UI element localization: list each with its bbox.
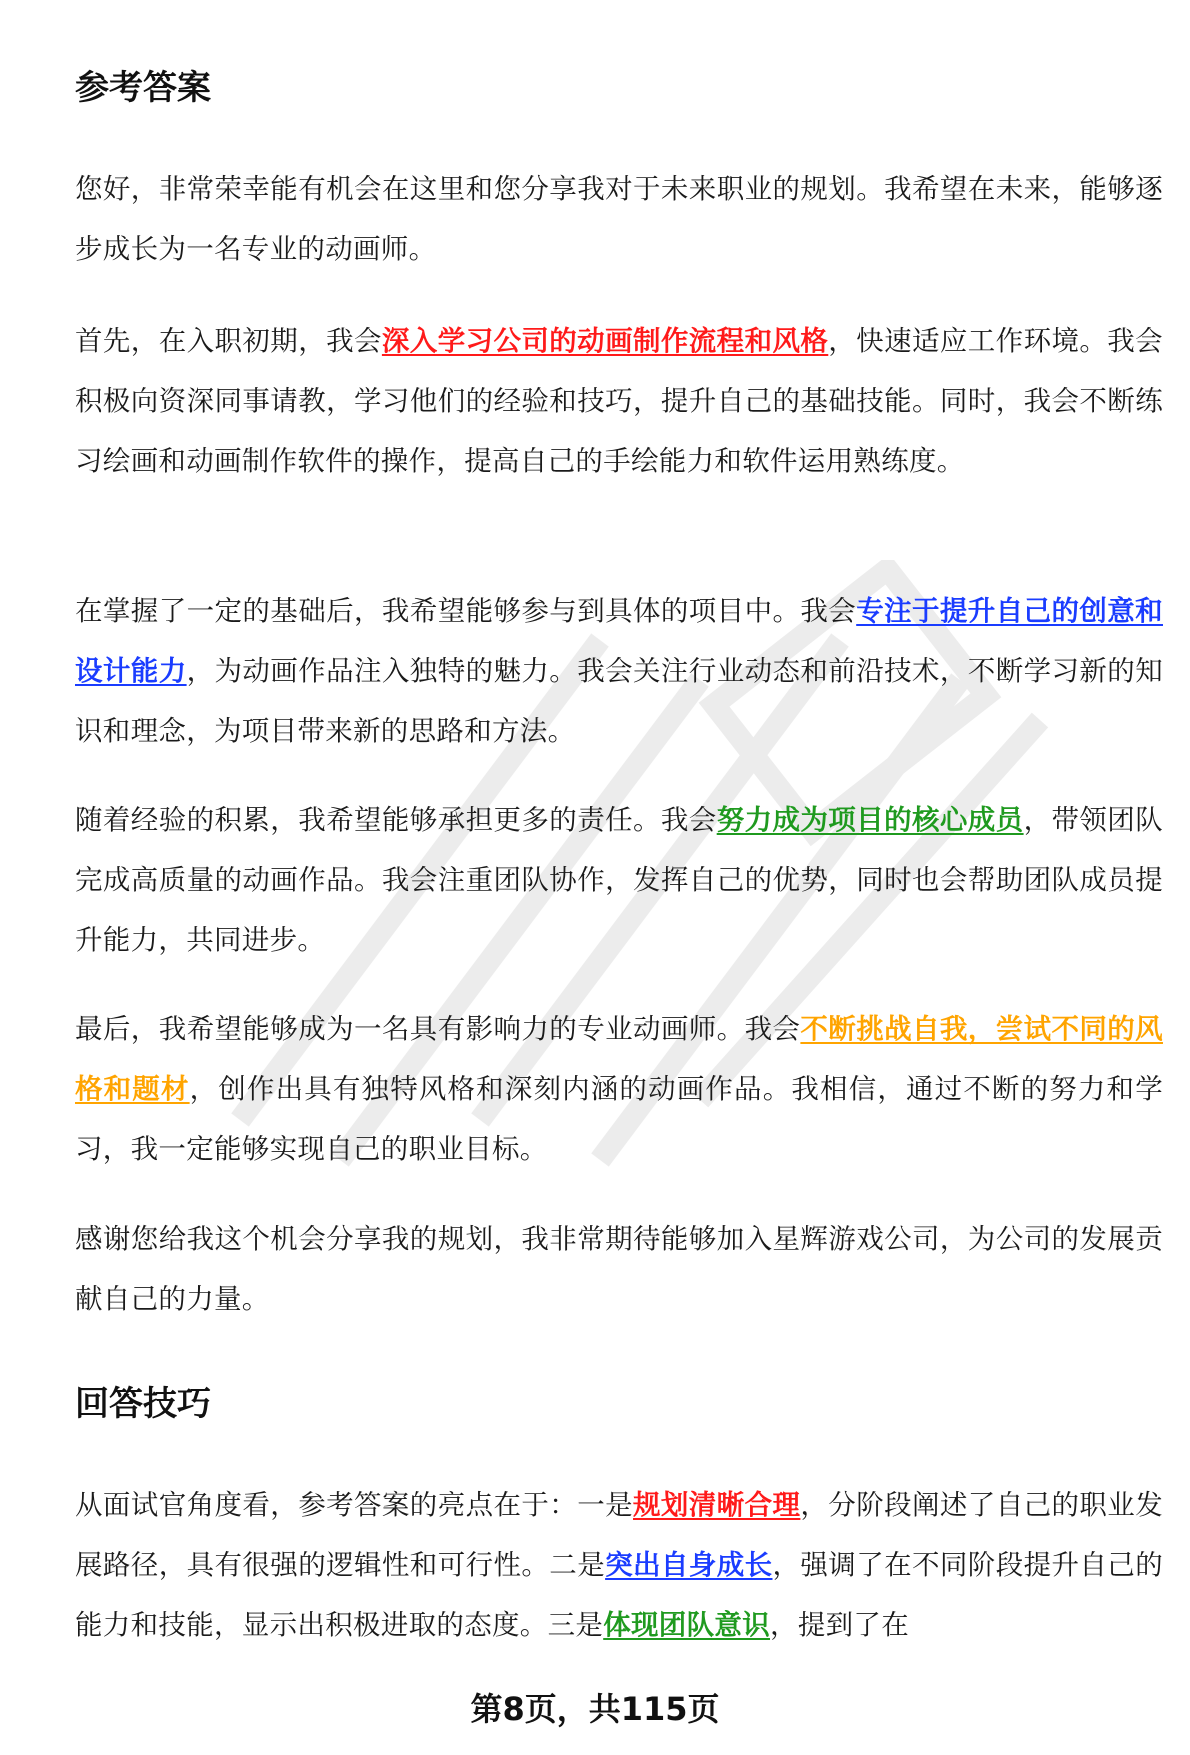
text-segment: ，快速适应工作环境。我会积极向资深同事请教，学习他们的经验和技巧，提升自己的基础技能。同时，我会不断练习绘画和动画制作软件的操作，提高自己的手绘能力和软件运用熟练度。 [75, 325, 1163, 477]
text-segment: 最后，我希望能够成为一名具有影响力的专业动画师。我会 [75, 1013, 801, 1045]
paragraph-final-stage [75, 999, 1163, 1179]
paragraph-tips [75, 1475, 1163, 1655]
highlight-red: 深入学习公司的动画制作流程和风格 [381, 325, 829, 357]
text-segment: ，分阶段阐述了自己的职业发展路径，具有很强的逻辑性和可行性。二是 [75, 1489, 1163, 1581]
highlight-orange: 不断挑战自我，尝试不同的风格和题材 [75, 1013, 1163, 1105]
highlight-blue: 专注于提升自己的创意和设计能力 [75, 595, 1163, 687]
text-segment: ，创作出具有独特风格和深刻内涵的动画作品。我相信，通过不断的努力和学习，我一定能够实现自己的职业目标。 [75, 1073, 1163, 1165]
text-segment: ，强调了在不同阶段提升自己的能力和技能，显示出积极进取的态度。三是 [75, 1549, 1163, 1641]
paragraph-intro: 您好，非常荣幸能有机会在这里和您分享我对于未来职业的规划。我希望在未来，能够逐步成长为一名专业的动画师。 [75, 173, 1163, 265]
highlight-red: 规划清晰合理 [633, 1489, 801, 1521]
paragraph-first-stage [75, 311, 1163, 491]
text-segment: ，带领团队完成高质量的动画作品。我会注重团队协作，发挥自己的优势，同时也会帮助团队成员提升能力，共同进步。 [75, 804, 1163, 956]
text-segment: 在掌握了一定的基础后，我希望能够参与到具体的项目中。我会 [75, 595, 857, 627]
text-segment: ，提到了在 [770, 1609, 910, 1641]
highlight-green: 体现团队意识 [603, 1609, 771, 1641]
paragraph-closing: 感谢您给我这个机会分享我的规划，我非常期待能够加入星辉游戏公司，为公司的发展贡献自己的力量。 [75, 1223, 1163, 1315]
text-segment: ，为动画作品注入独特的魅力。我会关注行业动态和前沿技术，不断学习新的知识和理念，为项目带来新的思路和方法。 [75, 655, 1164, 747]
highlight-blue: 突出自身成长 [605, 1549, 773, 1581]
section-heading-reference-answer: 参考答案 [75, 68, 211, 108]
highlight-green: 努力成为项目的核心成员 [716, 804, 1024, 836]
page-number-footer: 第8页，共115页 [470, 1690, 720, 1728]
text-segment: 从面试官角度看，参考答案的亮点在于：一是 [75, 1489, 633, 1521]
text-segment: 随着经验的积累，我希望能够承担更多的责任。我会 [75, 804, 717, 836]
paragraph-third-stage [75, 790, 1163, 970]
paragraph-second-stage [75, 581, 1163, 761]
text-segment: 首先，在入职初期，我会 [75, 325, 382, 357]
section-heading-answer-tips: 回答技巧 [75, 1384, 211, 1424]
